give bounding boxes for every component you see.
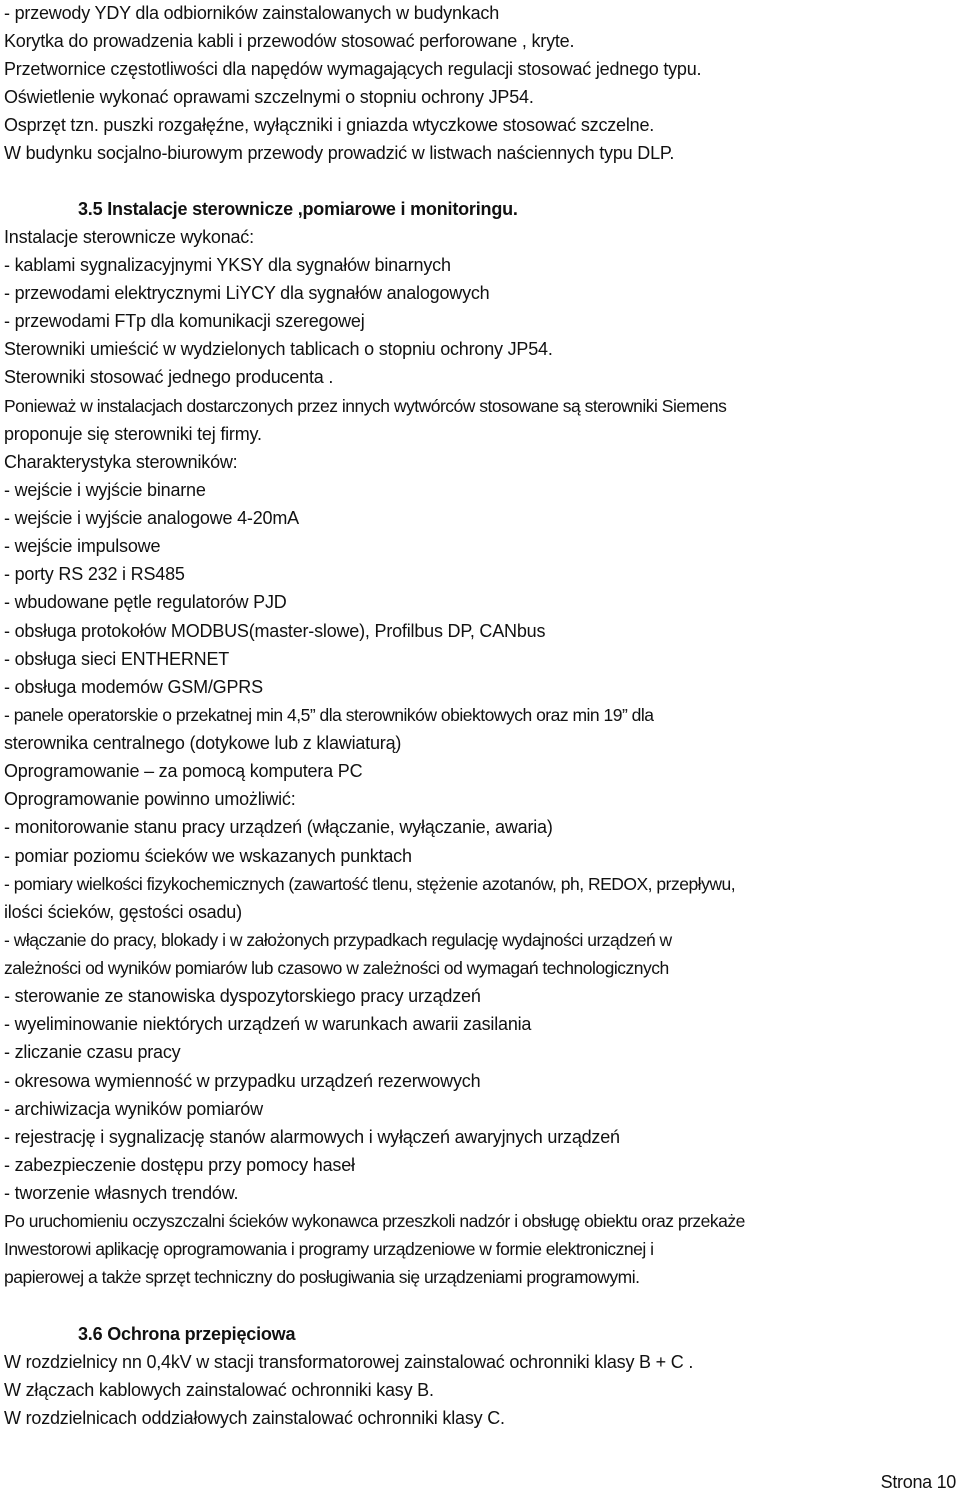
list-item: - rejestrację i sygnalizację stanów alarmowych i wyłączeń awaryjnych urządzeń	[4, 1127, 620, 1147]
list-item: - wbudowane pętle regulatorów PJD	[4, 592, 287, 612]
text-line: zależności od wyników pomiarów lub czasowo w zależności od wymagań technologicznych	[4, 958, 669, 978]
list-item: - tworzenie własnych trendów.	[4, 1183, 239, 1203]
text-line: Oprogramowanie – za pomocą komputera PC	[4, 761, 363, 781]
list-item: - sterowanie ze stanowiska dyspozytorskiego pracy urządzeń	[4, 986, 481, 1006]
list-item: - wejście i wyjście analogowe 4-20mA	[4, 508, 299, 528]
text-line: Sterowniki umieścić w wydzielonych tablicach o stopniu ochrony JP54.	[4, 339, 553, 359]
text-line: W budynku socjalno-biurowym przewody prowadzić w listwach naściennych typu DLP.	[4, 143, 675, 163]
text-line: W rozdzielnicy nn 0,4kV w stacji transformatorowej zainstalować ochronniki klasy B + C .	[4, 1352, 694, 1372]
text-line: Osprzęt tzn. puszki rozgałęźne, wyłączniki i gniazda wtyczkowe stosować szczelne.	[4, 115, 655, 135]
text-line: ilości ścieków, gęstości osadu)	[4, 902, 242, 922]
section-heading-3-6: 3.6 Ochrona przepięciowa	[78, 1324, 296, 1344]
list-item: - obsługa sieci ENTHERNET	[4, 649, 230, 669]
section-heading-3-5: 3.5 Instalacje sterownicze ,pomiarowe i monitoringu.	[78, 199, 518, 219]
list-item: - monitorowanie stanu pracy urządzeń (włączanie, wyłączanie, awaria)	[4, 817, 553, 837]
list-item: - włączanie do pracy, blokady i w założonych przypadkach regulację wydajności urządzeń w	[4, 930, 672, 950]
text-line: Przetwornice częstotliwości dla napędów wymagających regulacji stosować jednego typu.	[4, 59, 702, 79]
list-item: - zliczanie czasu pracy	[4, 1042, 181, 1062]
text-line: Oprogramowanie powinno umożliwić:	[4, 789, 296, 809]
list-item: - wejście impulsowe	[4, 536, 161, 556]
list-item: - obsługa modemów GSM/GPRS	[4, 677, 263, 697]
list-item: - przewodami FTp dla komunikacji szeregowej	[4, 311, 365, 331]
text-line: W złączach kablowych zainstalować ochronniki kasy B.	[4, 1380, 434, 1400]
text-line: Po uruchomieniu oczyszczalni ścieków wykonawca przeszkoli nadzór i obsługę obiektu oraz przekaże	[4, 1211, 745, 1231]
list-item: - archiwizacja wyników pomiarów	[4, 1099, 263, 1119]
list-item: - zabezpieczenie dostępu przy pomocy haseł	[4, 1155, 355, 1175]
list-item: - pomiar poziomu ścieków we wskazanych punktach	[4, 846, 412, 866]
list-item: - porty RS 232 i RS485	[4, 564, 185, 584]
text-line: Ponieważ w instalacjach dostarczonych przez innych wytwórców stosowane są sterowniki Siemens	[4, 396, 727, 416]
list-item: - pomiary wielkości fizykochemicznych (zawartość tlenu, stężenie azotanów, ph, REDOX, przepływu,	[4, 874, 736, 894]
list-item: - przewodami elektrycznymi LiYCY dla sygnałów analogowych	[4, 283, 490, 303]
text-line: Instalacje sterownicze wykonać:	[4, 227, 254, 247]
list-item: - wyeliminowanie niektórych urządzeń w warunkach awarii zasilania	[4, 1014, 532, 1034]
text-line: W rozdzielnicach oddziałowych zainstalować ochronniki klasy C.	[4, 1408, 505, 1428]
list-item: - wejście i wyjście binarne	[4, 480, 206, 500]
text-line: Korytka do prowadzenia kabli i przewodów stosować perforowane , kryte.	[4, 31, 575, 51]
text-line: Oświetlenie wykonać oprawami szczelnymi o stopniu ochrony JP54.	[4, 87, 534, 107]
text-line: Sterowniki stosować jednego producenta .	[4, 367, 334, 387]
list-item: - kablami sygnalizacyjnymi YKSY dla sygnałów binarnych	[4, 255, 451, 275]
list-item: - panele operatorskie o przekatnej min 4,5” dla sterowników obiektowych oraz min 19” dla	[4, 705, 654, 725]
text-line: Inwestorowi aplikację oprogramowania i programy urządzeniowe w formie elektronicznej i	[4, 1239, 654, 1259]
text-line: proponuje się sterowniki tej firmy.	[4, 424, 262, 444]
text-line: Charakterystyka sterowników:	[4, 452, 238, 472]
page-number: Strona 10	[880, 1472, 956, 1492]
list-item: - okresowa wymienność w przypadku urządzeń rezerwowych	[4, 1071, 481, 1091]
text-line: - przewody YDY dla odbiorników zainstalowanych w budynkach	[4, 3, 500, 23]
text-line: sterownika centralnego (dotykowe lub z klawiaturą)	[4, 733, 402, 753]
list-item: - obsługa protokołów MODBUS(master-slowe), Profilbus DP, CANbus	[4, 621, 546, 641]
text-line: papierowej a także sprzęt techniczny do posługiwania się urządzeniami programowymi.	[4, 1267, 640, 1287]
